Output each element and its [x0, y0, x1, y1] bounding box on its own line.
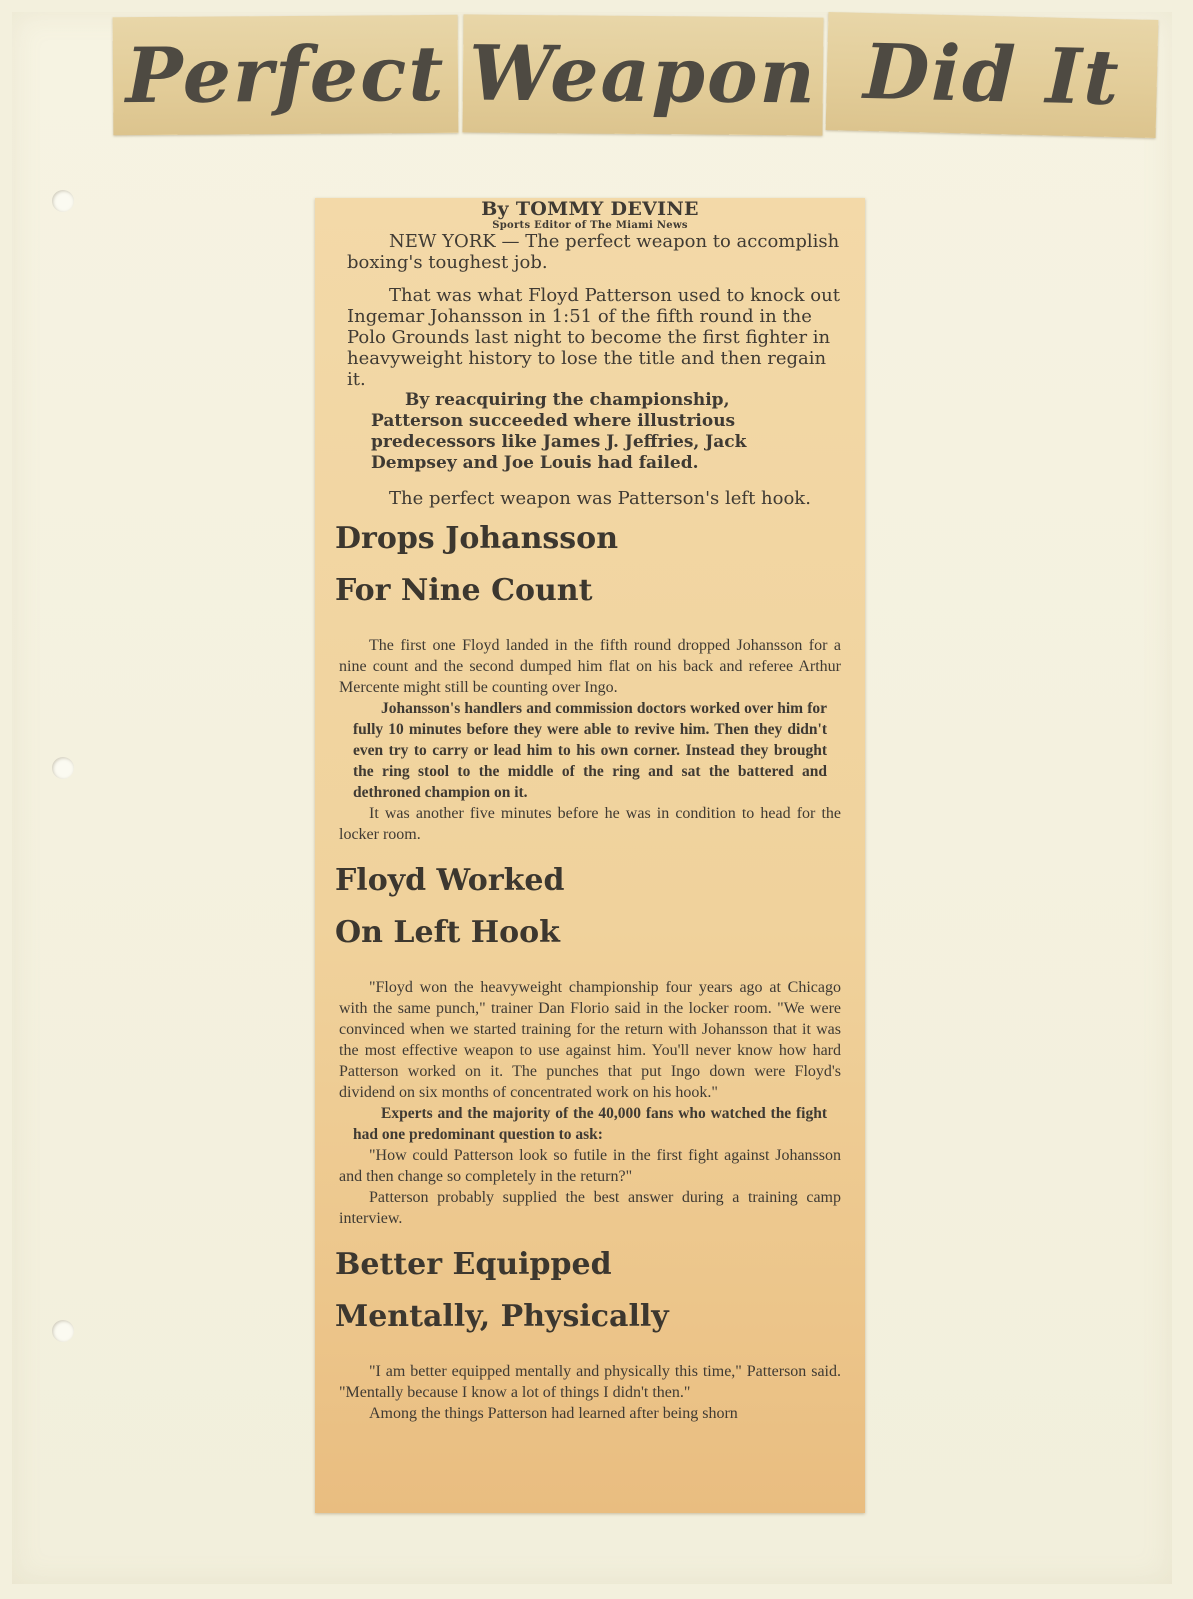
headline-word: Weapon [468, 28, 818, 121]
article-paragraph: The perfect weapon was Patterson's left hook. [389, 488, 811, 509]
subheading: Drops Johansson [335, 521, 619, 556]
article-paragraph-bold: Johansson's handlers and commission doctors worked over him for fully 10 minutes before they were able to revive him. Then they didn't even try to carry or lead him to his own corner. Instead they brought the ring stool to the middle of the ring and sat the battered and dethroned champion on it. [353, 700, 827, 801]
headline-strip [826, 12, 1159, 138]
newspaper-clipping [315, 198, 865, 1513]
article-paragraph: Among the things Patterson had learned after being shorn [369, 1405, 738, 1422]
byline-subtitle: Sports Editor of The Miami News [492, 220, 688, 231]
subheading: For Nine Count [335, 573, 593, 608]
punch-hole [52, 1320, 74, 1342]
article-paragraph: The first one Floyd landed in the fifth round dropped Johansson for a nine count and the second dumped him flat on his back and referee Arthur Mercente might still be counting over Ingo. [339, 637, 841, 696]
subheading: On Left Hook [335, 915, 560, 950]
punch-hole [52, 190, 74, 212]
article-paragraph: NEW YORK — The perfect weapon to accomplish boxing's toughest job. [347, 231, 840, 273]
punch-hole [52, 757, 74, 779]
byline: By TOMMY DEVINE [481, 198, 699, 220]
article-paragraph: "How could Patterson look so futile in the first fight against Johansson and then change so completely in the return?" [339, 1147, 841, 1185]
headline-strip [462, 14, 823, 135]
subheading: Mentally, Physically [335, 1299, 669, 1334]
headline-word: Did It [862, 26, 1122, 123]
article-paragraph: "I am better equipped mentally and physically this time," Patterson said. "Mentally because I know a lot of things I didn't then." [339, 1363, 841, 1401]
article-paragraph: That was what Floyd Patterson used to knock out Ingemar Johansson in 1:51 of the fifth round in the Polo Grounds last night to become the first fighter in heavyweight history to lose the title and then regain it. [347, 285, 840, 390]
article-paragraph: Patterson probably supplied the best answer during a training camp interview. [339, 1189, 841, 1227]
article-paragraph-bold: Experts and the majority of the 40,000 fans who watched the fight had one predominant question to ask: [353, 1105, 827, 1143]
article-paragraph: It was another five minutes before he was in condition to head for the locker room. [339, 805, 841, 843]
subheading: Better Equipped [335, 1247, 612, 1282]
headline-word: Perfect [125, 28, 446, 121]
headline-strip [113, 15, 459, 135]
subheading: Floyd Worked [335, 863, 565, 898]
article-paragraph: "Floyd won the heavyweight championship four years ago at Chicago with the same punch," trainer Dan Florio said in the locker room. "We were convinced when we started training for the return with Johansson that it was the most effective weapon to use against him. You'll never know how hard Patterson worked on it. The punches that put Ingo down were Floyd's dividend on six months of concentrated work on his hook." [339, 979, 841, 1101]
article-paragraph-bold: By reacquiring the championship, Patterson succeeded where illustrious predecessors like James J. Jeffries, Jack Dempsey and Joe Louis had failed. [371, 390, 747, 473]
